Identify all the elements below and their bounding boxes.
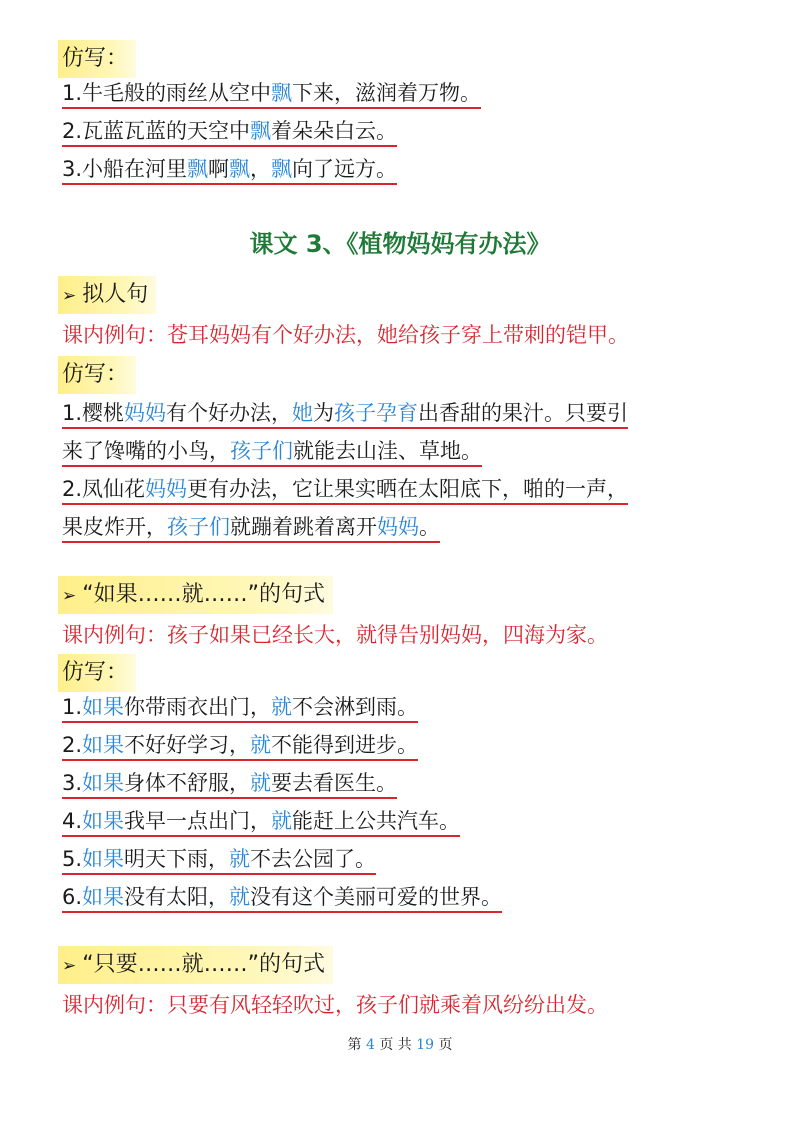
if-then-item-1 [62, 692, 418, 722]
personification-item-1-line-2 [62, 436, 482, 466]
page-number-footer: 第 4 页 共 19 页 [347, 1037, 453, 1053]
sentence-underline: 1.如果你带雨衣出门，就不会淋到雨。 [62, 695, 418, 723]
fangxie-label-3: 仿写： [58, 654, 136, 692]
section-heading-if-then: ➢ “如果……就……”的句式 [58, 576, 333, 614]
fangxie-line-2 [62, 116, 397, 146]
personification-item-2-line-2 [62, 512, 440, 542]
current-page-number: 4 [365, 1037, 375, 1053]
lesson-title: 课文 3、《植物妈妈有办法》 [249, 230, 551, 258]
fangxie-line-1 [62, 78, 481, 108]
sentence-underline: 2.如果不好好学习，就不能得到进步。 [62, 733, 418, 761]
sentence-underline: 3.如果身体不舒服，就要去看医生。 [62, 771, 397, 799]
fangxie-label-1: 仿写： [58, 40, 136, 78]
if-then-item-5 [62, 844, 376, 874]
sentence-underline: 来了馋嘴的小鸟，孩子们就能去山洼、草地。 [62, 439, 482, 467]
sentence-underline: 6.如果没有太阳，就没有这个美丽可爱的世界。 [62, 885, 502, 913]
example-sentence-3: 课内例句：只要有风轻轻吹过，孩子们就乘着风纷纷出发。 [62, 993, 608, 1017]
if-then-item-2 [62, 730, 418, 760]
if-then-item-3 [62, 768, 397, 798]
total-page-number: 19 [416, 1037, 435, 1053]
sentence-underline: 1.牛毛般的雨丝从空中飘下来，滋润着万物。 [62, 81, 481, 109]
personification-item-2-line-1 [62, 474, 628, 504]
triangle-bullet-icon: ➢ [62, 586, 77, 606]
personification-item-1-line-1 [62, 398, 628, 428]
if-then-item-4 [62, 806, 460, 836]
sentence-underline: 3.小船在河里飘啊飘，飘向了远方。 [62, 157, 397, 185]
if-then-item-6 [62, 882, 502, 912]
triangle-bullet-icon: ➢ [62, 956, 77, 976]
section-heading-as-long-as: ➢ “只要……就……”的句式 [58, 946, 333, 984]
fangxie-line-3 [62, 154, 397, 184]
sentence-underline: 果皮炸开，孩子们就蹦着跳着离开妈妈。 [62, 515, 440, 543]
sentence-underline: 5.如果明天下雨，就不去公园了。 [62, 847, 376, 875]
sentence-underline: 4.如果我早一点出门，就能赶上公共汽车。 [62, 809, 460, 837]
example-sentence-1: 课内例句：苍耳妈妈有个好办法，她给孩子穿上带刺的铠甲。 [62, 323, 629, 347]
sentence-underline: 1.樱桃妈妈有个好办法，她为孩子孕育出香甜的果汁。只要引 [62, 401, 628, 429]
fangxie-label-2: 仿写： [58, 356, 136, 394]
sentence-underline: 2.瓦蓝瓦蓝的天空中飘着朵朵白云。 [62, 119, 397, 147]
section-heading-personification: ➢ 拟人句 [58, 276, 156, 314]
triangle-bullet-icon: ➢ [62, 286, 77, 306]
sentence-underline: 2.凤仙花妈妈更有办法，它让果实晒在太阳底下，啪的一声， [62, 477, 628, 505]
example-sentence-2: 课内例句：孩子如果已经长大，就得告别妈妈，四海为家。 [62, 623, 608, 647]
